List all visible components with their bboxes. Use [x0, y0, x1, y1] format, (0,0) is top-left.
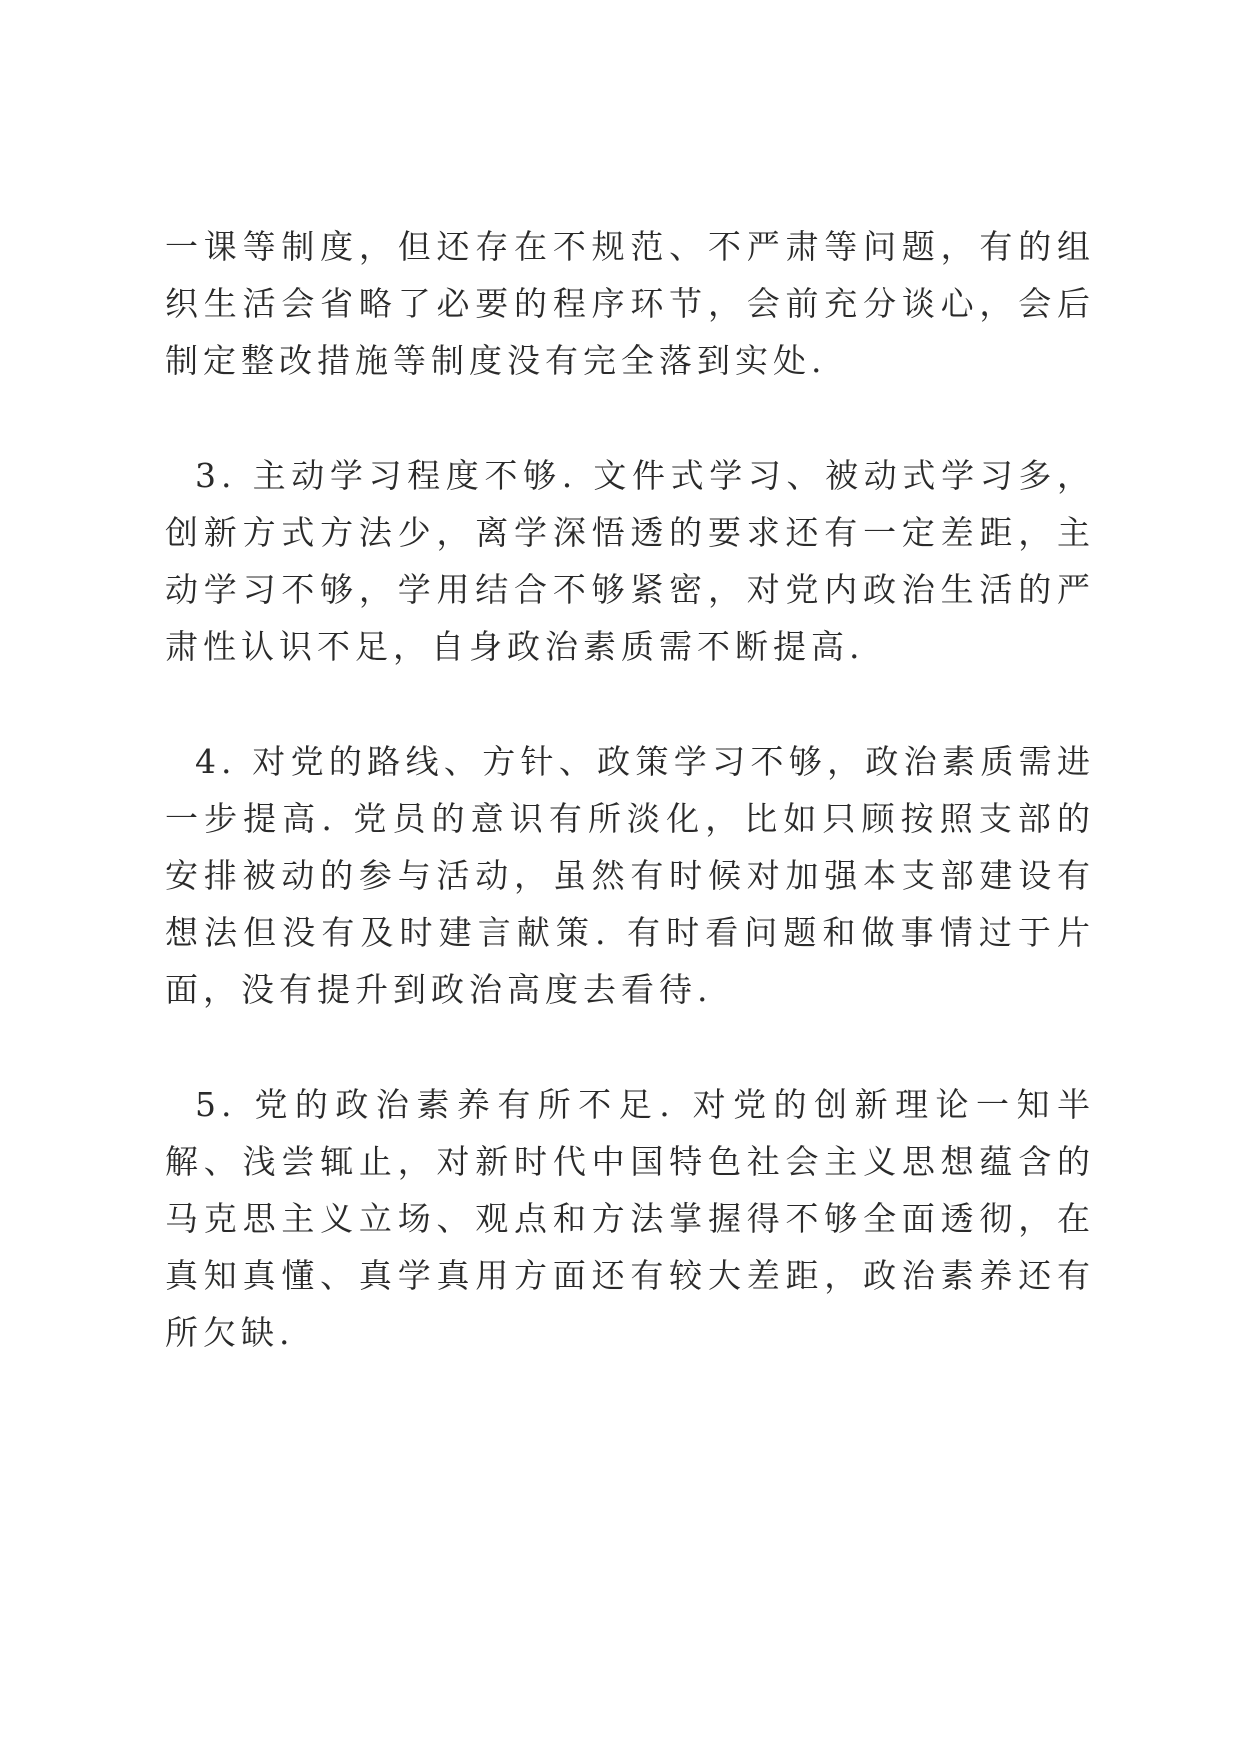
paragraph-item-4: 4. 对党的路线、方针、政策学习不够，政治素质需进一步提高. 党员的意识有所淡化，比如只顾按照支部的安排被动的参与活动，虽然有时候对加强本支部建设有想法但没有及时建言献策. 有时看问题和做事情过于片面，没有提升到政治高度去看待. [165, 742, 1095, 1009]
document-body [165, 218, 1095, 1361]
paragraph-item-3: 3. 主动学习程度不够. 文件式学习、被动式学习多，创新方式方法少，离学深悟透的要求还有一定差距，主动学习不够，学用结合不够紧密，对党内政治生活的严肃性认识不足，自身政治素质需不断提高. [165, 456, 1095, 666]
paragraph-item-5: 5. 党的政治素养有所不足. 对党的创新理论一知半解、浅尝辄止，对新时代中国特色社会主义思想蕴含的马克思主义立场、观点和方法掌握得不够全面透彻，在真知真懂、真学真用方面还有较大差距，政治素养还有所欠缺. [165, 1085, 1095, 1352]
paragraph-continuation: 一课等制度，但还存在不规范、不严肃等问题，有的组织生活会省略了必要的程序环节，会前充分谈心，会后制定整改措施等制度没有完全落到实处. [165, 227, 1095, 380]
